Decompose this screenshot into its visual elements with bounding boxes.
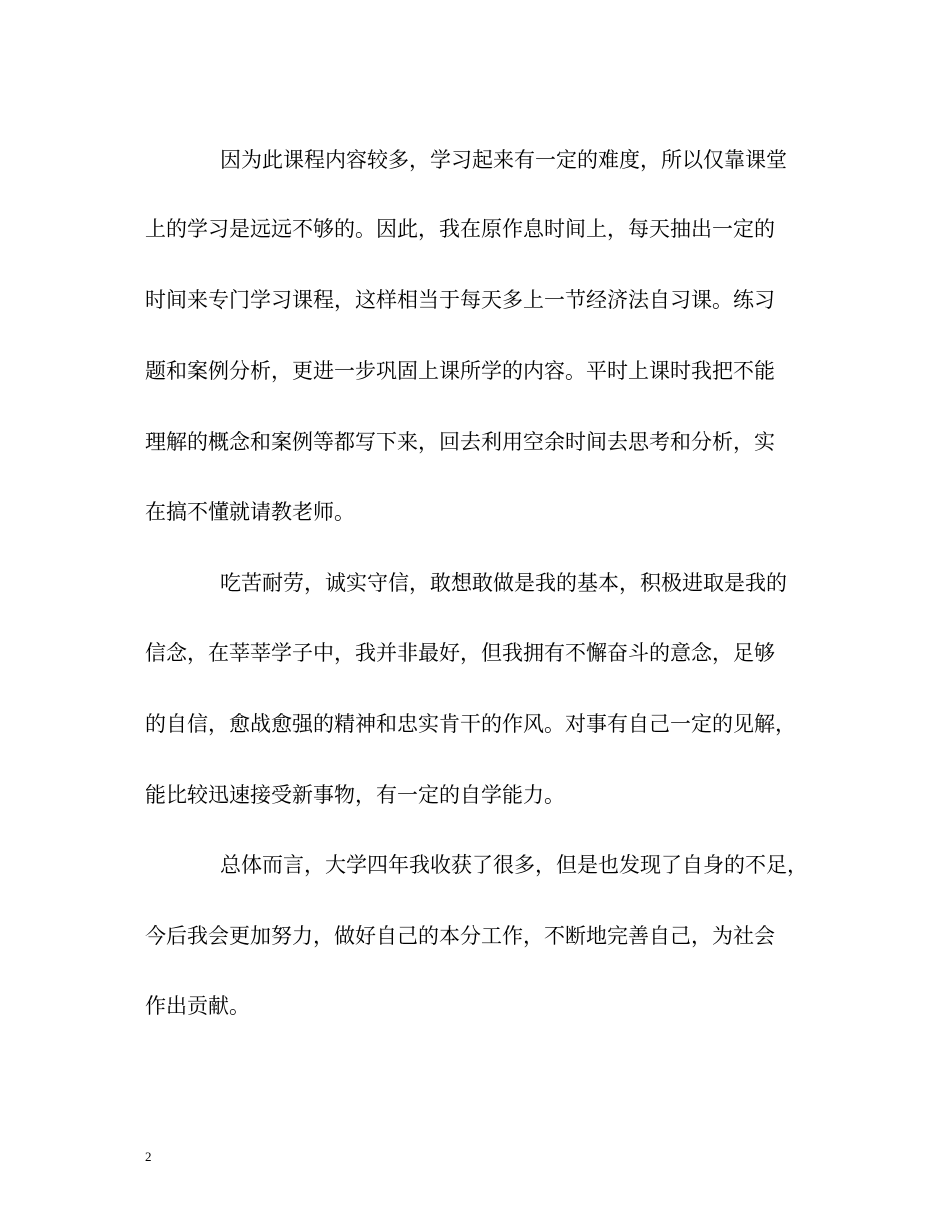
paragraph-2-line-4: 能比较迅速接受新事物，有一定的自学能力。 bbox=[145, 783, 565, 807]
paragraph-3-line-3: 作出贡献。 bbox=[145, 994, 250, 1018]
paragraph-1-line-2: 上的学习是远远不够的。因此，我在原作息时间上，每天抽出一定的 bbox=[145, 217, 775, 241]
paragraph-1-line-6: 在搞不懂就请教老师。 bbox=[145, 500, 355, 524]
paragraph-3-line-1: 总体而言，大学四年我收获了很多，但是也发现了自身的不足， bbox=[220, 853, 808, 877]
paragraph-2-line-1: 吃苦耐劳，诚实守信，敢想敢做是我的基本，积极进取是我的 bbox=[220, 571, 787, 595]
paragraph-1-line-3: 时间来专门学习课程，这样相当于每天多上一节经济法自习课。练习 bbox=[145, 288, 775, 312]
paragraph-3-line-2: 今后我会更加努力，做好自己的本分工作，不断地完善自己，为社会 bbox=[145, 924, 775, 948]
paragraph-2-line-2: 信念，在莘莘学子中，我并非最好，但我拥有不懈奋斗的意念，足够 bbox=[145, 641, 775, 665]
paragraph-1-line-4: 题和案例分析，更进一步巩固上课所学的内容。平时上课时我把不能 bbox=[145, 359, 775, 383]
paragraph-2-line-3: 的自信，愈战愈强的精神和忠实肯干的作风。对事有自己一定的见解， bbox=[145, 712, 796, 736]
page-number: 2 bbox=[145, 1149, 152, 1164]
paragraph-1-line-5: 理解的概念和案例等都写下来，回去利用空余时间去思考和分析，实 bbox=[145, 430, 775, 454]
paragraph-1-line-1: 因为此课程内容较多，学习起来有一定的难度，所以仅靠课堂 bbox=[220, 148, 787, 172]
